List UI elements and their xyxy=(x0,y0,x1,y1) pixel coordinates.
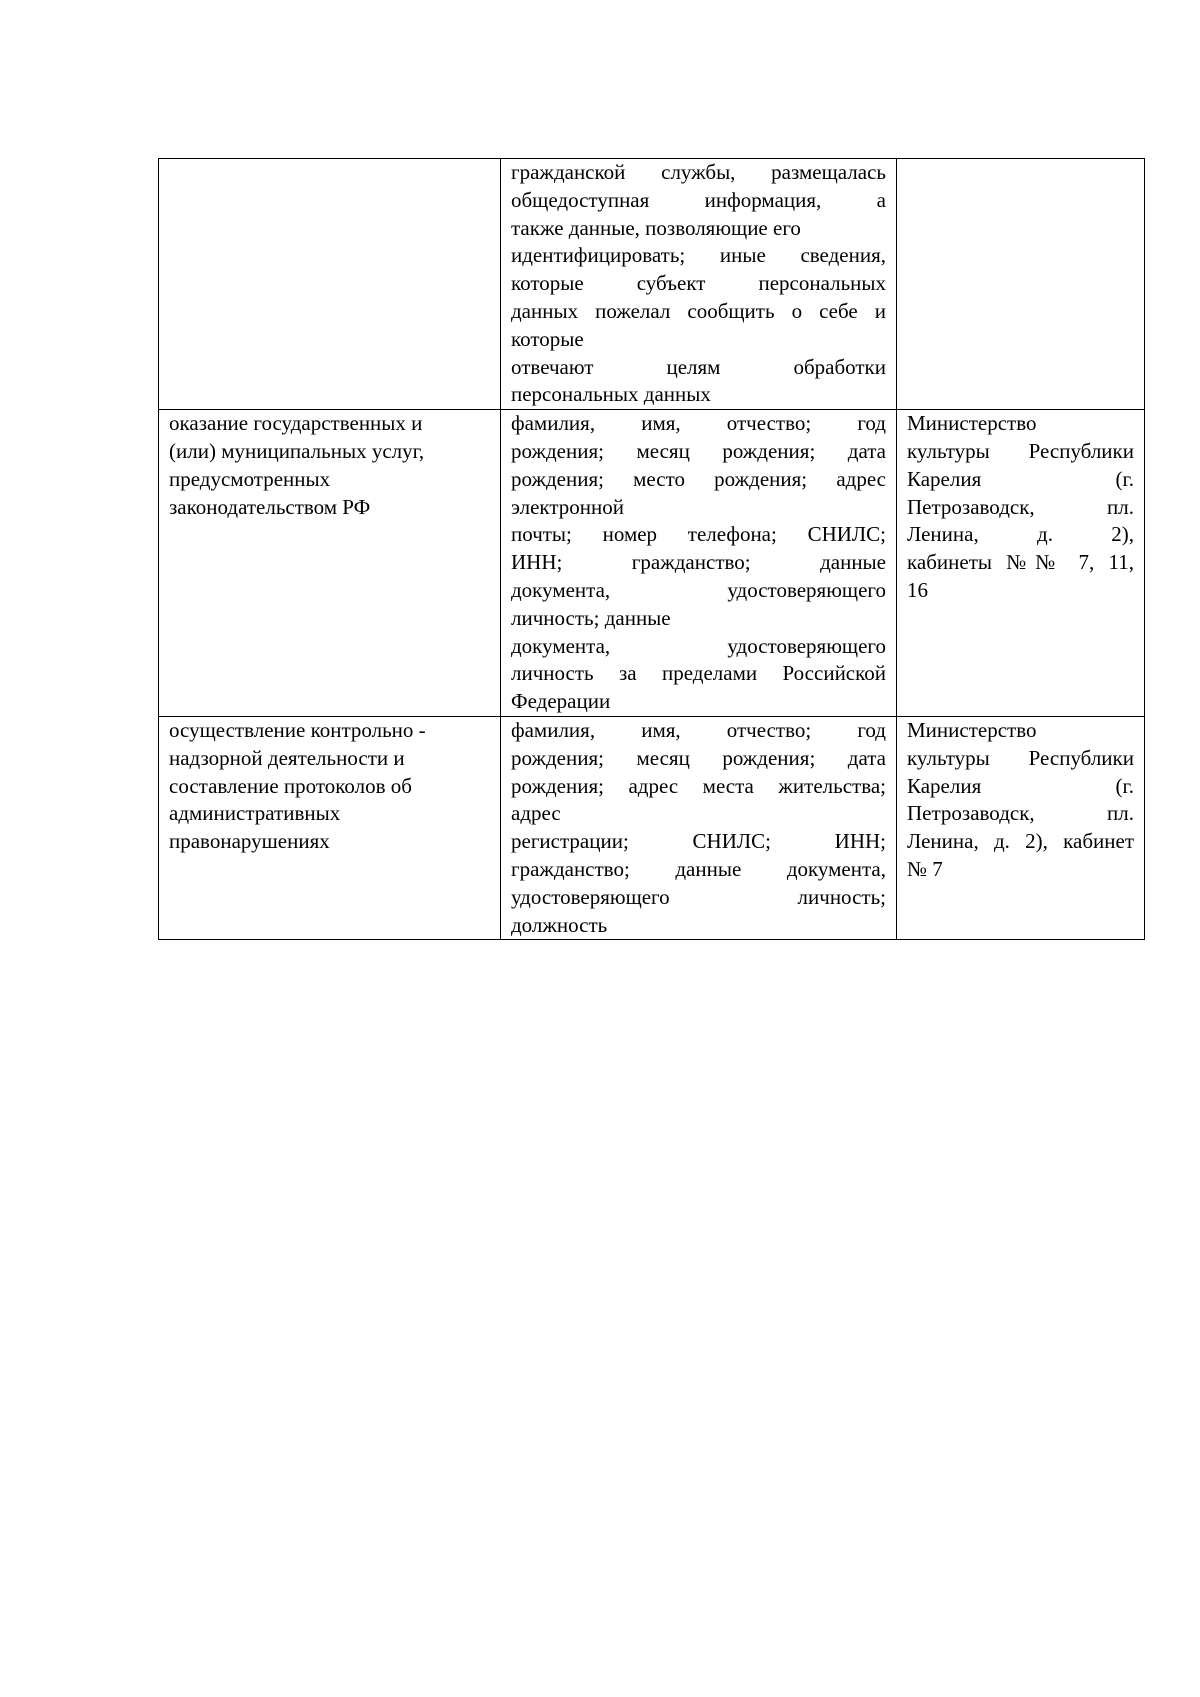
text-line: электронной xyxy=(511,494,625,519)
text-line: Петрозаводск, пл. xyxy=(907,494,1134,519)
text-line: культуры Республики xyxy=(907,745,1134,770)
data-list-cell xyxy=(501,716,897,939)
text-line: Карелия (г. xyxy=(907,466,1134,491)
text-line: персональных данных xyxy=(511,382,711,407)
text-line: Министерство xyxy=(907,411,1037,436)
text-line: надзорной деятельности и xyxy=(169,745,405,770)
text-line: культуры Республики xyxy=(907,438,1134,463)
text-line: 16 xyxy=(907,577,928,602)
text-line: документа, удостоверяющего xyxy=(511,577,886,602)
text-line: оказание государственных и xyxy=(169,411,423,436)
text-line: Петрозаводск, пл. xyxy=(907,801,1134,826)
text-line: осуществление контрольно - xyxy=(169,717,426,742)
text-line: фамилия, имя, отчество; год xyxy=(511,717,886,742)
text-line: рождения; месяц рождения; дата xyxy=(511,438,886,463)
purpose-cell xyxy=(159,159,501,410)
text-line: Федерации xyxy=(511,689,611,714)
text-line: личность; данные xyxy=(511,605,671,630)
purpose-cell xyxy=(159,410,501,717)
text-line: предусмотренных xyxy=(169,466,331,491)
text-line: кабинеты №№ 7, 11, xyxy=(907,550,1134,575)
purpose-cell xyxy=(159,716,501,939)
text-line: ИНН; гражданство; данные xyxy=(511,550,886,575)
text-line: личность за пределами Российской xyxy=(511,661,886,686)
text-line: данных пожелал сообщить о себе и xyxy=(511,298,886,323)
text-line: почты; номер телефона; СНИЛС; xyxy=(511,522,886,547)
text-line: № 7 xyxy=(907,856,943,881)
text-line: также данные, позволяющие его xyxy=(511,215,801,240)
text-line: гражданской службы, размещалась xyxy=(511,160,886,184)
data-list-cell xyxy=(501,410,897,717)
text-line: гражданство; данные документа, xyxy=(511,856,886,881)
location-cell xyxy=(897,716,1145,939)
text-line: Ленина, д. 2), кабинет xyxy=(907,829,1134,854)
text-line: (или) муниципальных услуг, xyxy=(169,438,425,463)
text-line: Ленина, д. 2), xyxy=(907,522,1134,547)
text-line: рождения; адрес места жительства; xyxy=(511,773,886,798)
text-line: должность xyxy=(511,912,608,937)
text-line: рождения; место рождения; адрес xyxy=(511,466,886,491)
data-list-cell xyxy=(501,159,897,410)
text-line: законодательством РФ xyxy=(169,494,371,519)
table-row xyxy=(159,716,1145,939)
text-line: которые субъект персональных xyxy=(511,271,886,296)
text-line: которые xyxy=(511,326,584,351)
text-line: административных xyxy=(169,801,341,826)
table-row xyxy=(159,159,1145,410)
text-line: Министерство xyxy=(907,717,1037,742)
text-line: рождения; месяц рождения; дата xyxy=(511,745,886,770)
text-line: идентифицировать; иные сведения, xyxy=(511,243,886,268)
text-line: удостоверяющего личность; xyxy=(511,884,886,909)
text-line: отвечают целям обработки xyxy=(511,354,886,379)
location-cell xyxy=(897,159,1145,410)
table-body xyxy=(159,159,1145,940)
text-line: документа, удостоверяющего xyxy=(511,633,886,658)
personal-data-table xyxy=(158,158,1145,940)
text-line: составление протоколов об xyxy=(169,773,412,798)
text-line: Карелия (г. xyxy=(907,773,1134,798)
text-line: регистрации; СНИЛС; ИНН; xyxy=(511,829,886,854)
text-line: общедоступная информация, а xyxy=(511,187,886,212)
text-line: правонарушениях xyxy=(169,829,330,854)
location-cell xyxy=(897,410,1145,717)
text-line: фамилия, имя, отчество; год xyxy=(511,411,886,436)
text-line: адрес xyxy=(511,801,561,826)
table-row xyxy=(159,410,1145,717)
